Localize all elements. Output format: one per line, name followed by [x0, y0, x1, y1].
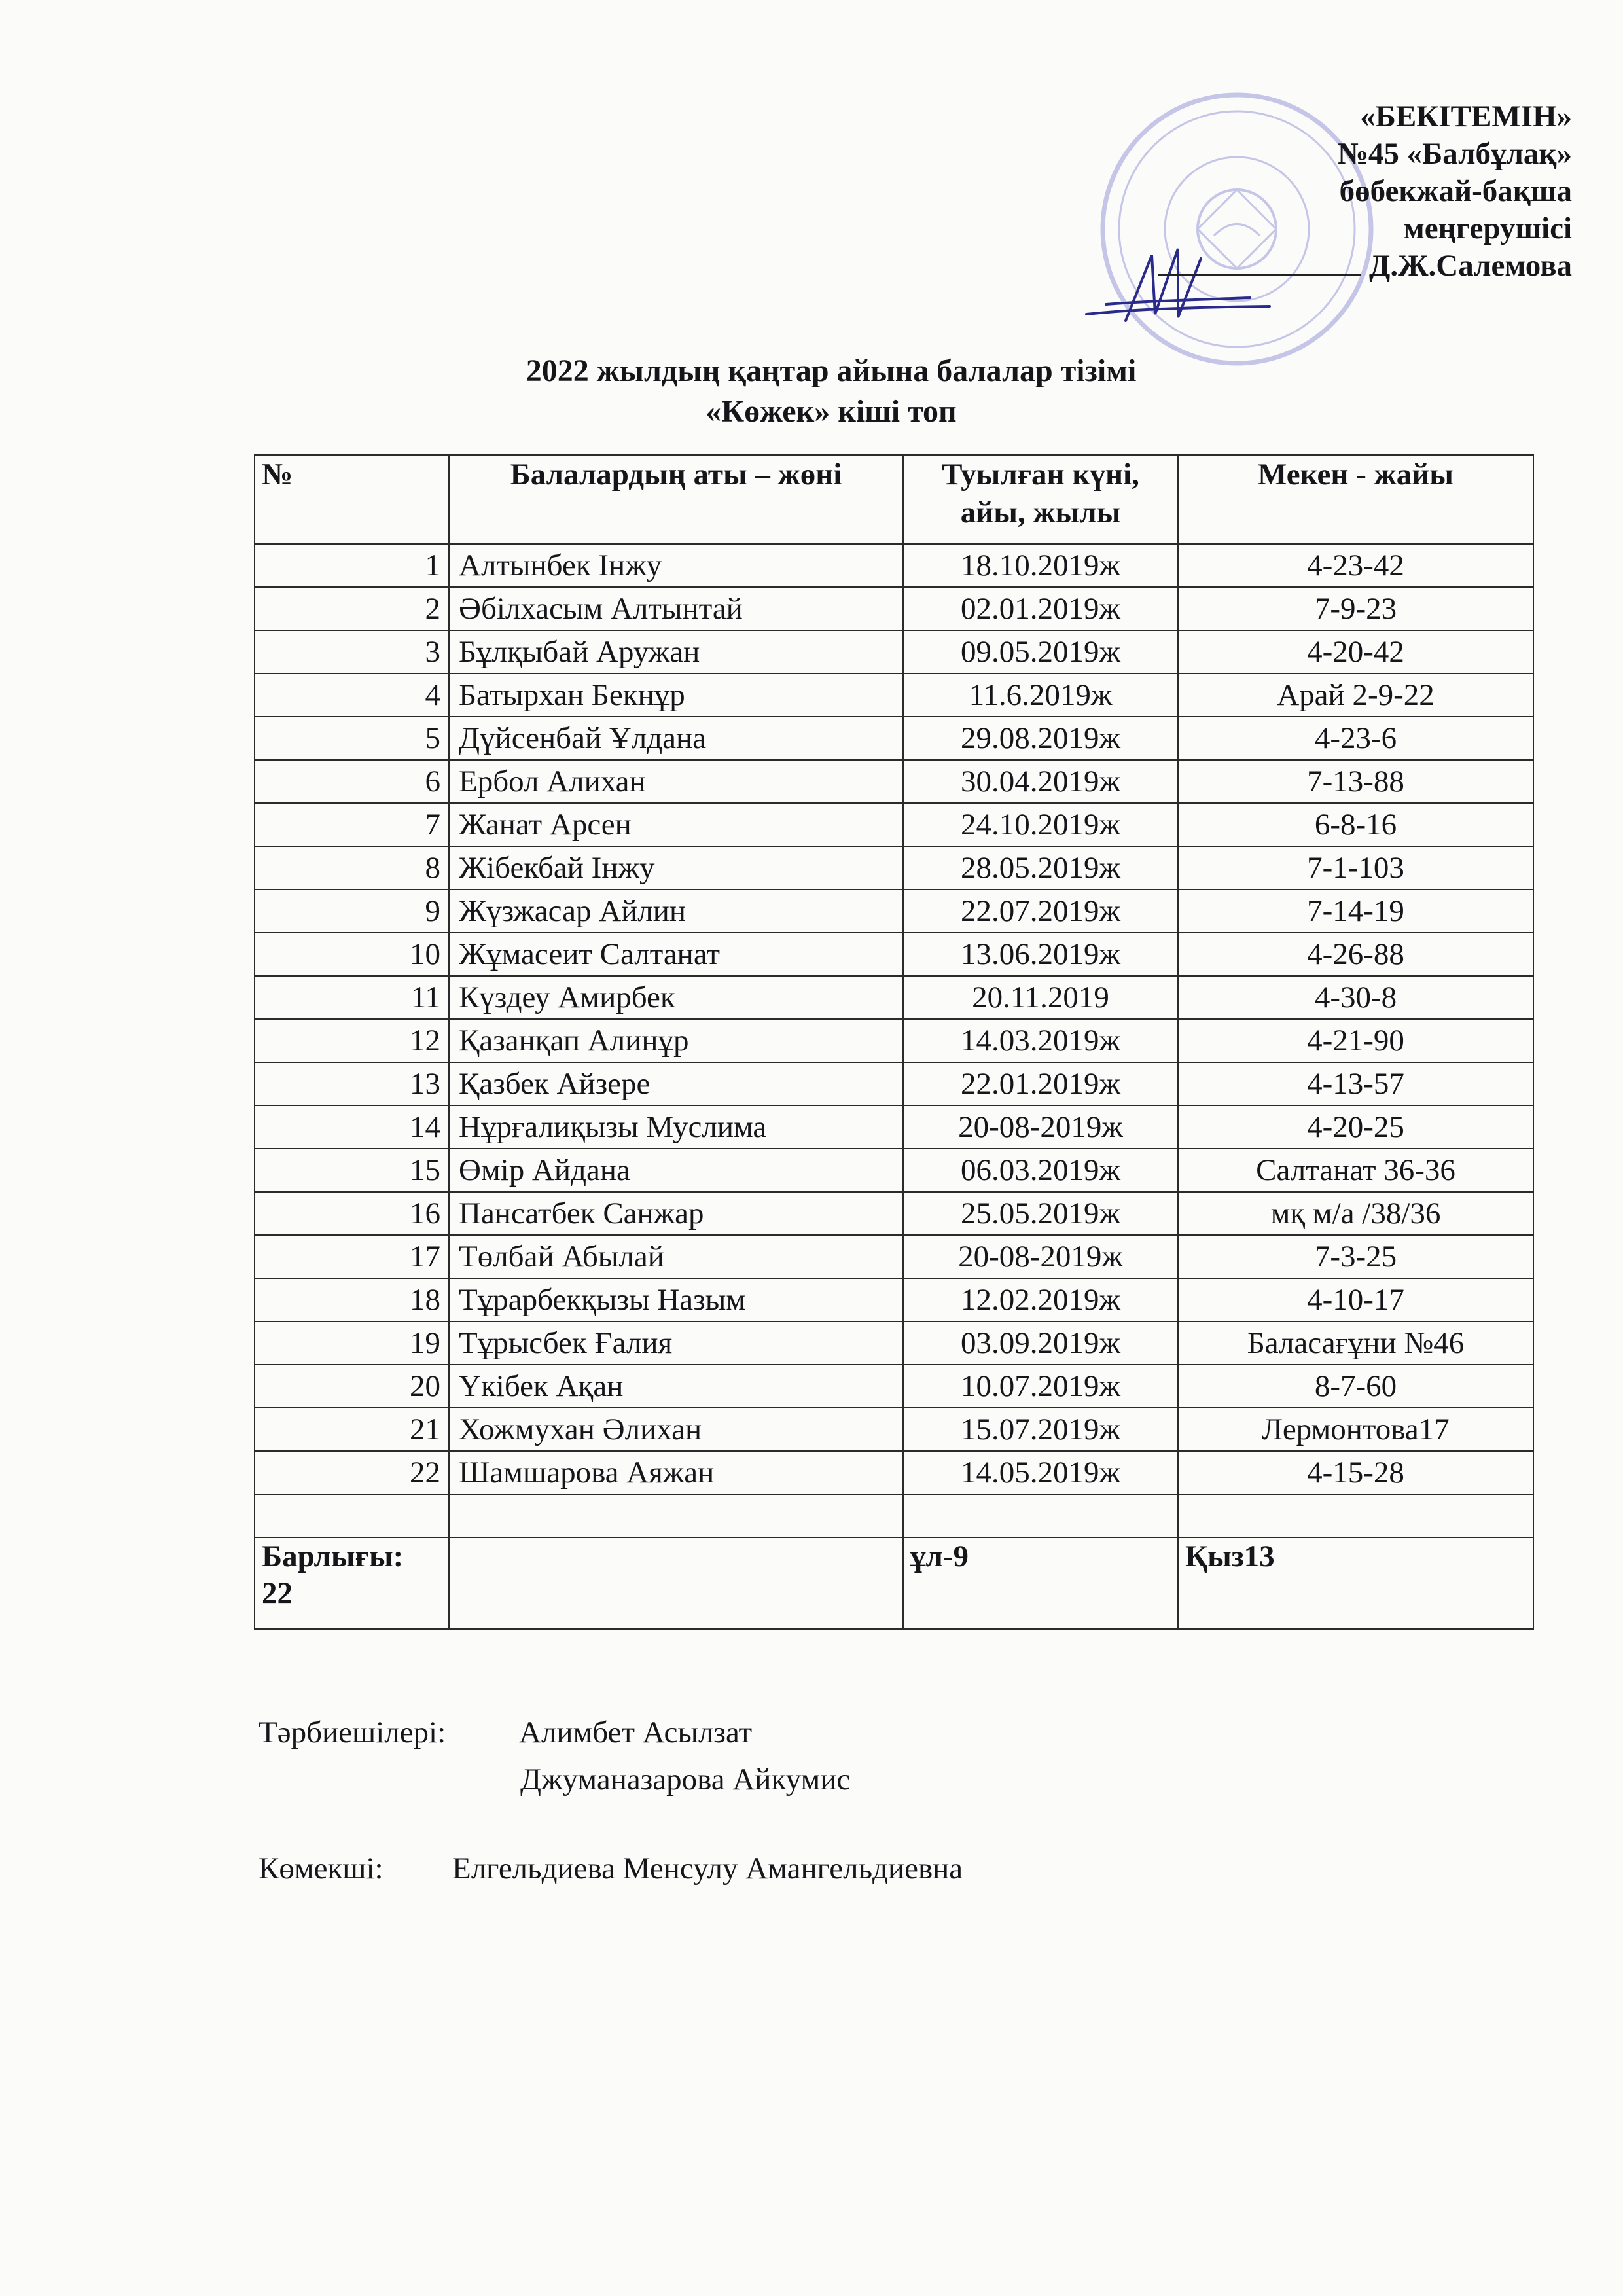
table-row — [255, 760, 1533, 803]
educators-label: Тәрбиешілері: — [259, 1715, 446, 1749]
row-birthdate: 20-08-2019ж — [903, 1105, 1178, 1149]
row-address: Лермонтова17 — [1178, 1408, 1533, 1451]
row-number: 9 — [255, 889, 449, 933]
row-number: 18 — [255, 1278, 449, 1321]
row-address: 4-26-88 — [1178, 933, 1533, 976]
row-child-name: Қазбек Айзере — [449, 1062, 903, 1105]
table-row — [255, 630, 1533, 673]
table-row — [255, 803, 1533, 846]
row-birthdate: 02.01.2019ж — [903, 587, 1178, 630]
row-address: 4-21-90 — [1178, 1019, 1533, 1062]
table-row — [255, 673, 1533, 717]
row-child-name: Хожмухан Әлихан — [449, 1408, 903, 1451]
row-address: 4-20-42 — [1178, 630, 1533, 673]
row-child-name: Тұрарбекқызы Назым — [449, 1278, 903, 1321]
assistant-line — [259, 1850, 963, 1888]
row-number: 13 — [255, 1062, 449, 1105]
approval-org-type: бөбекжай-бақша — [1339, 174, 1572, 208]
children-list-table — [254, 454, 1534, 1630]
table-total-row — [255, 1537, 1533, 1629]
table-row — [255, 717, 1533, 760]
row-number: 22 — [255, 1451, 449, 1494]
table-row — [255, 1149, 1533, 1192]
row-child-name: Әбілхасым Алтынтай — [449, 587, 903, 630]
row-birthdate: 18.10.2019ж — [903, 544, 1178, 587]
total-girls: Қыз13 — [1178, 1537, 1533, 1629]
table-header-row — [255, 455, 1533, 544]
signature-line — [1158, 274, 1361, 276]
approval-position: меңгерушісі — [1403, 211, 1572, 245]
row-birthdate: 14.03.2019ж — [903, 1019, 1178, 1062]
group-name: «Көжек» кіші топ — [705, 394, 957, 429]
row-birthdate: 15.07.2019ж — [903, 1408, 1178, 1451]
approval-heading: «БЕКІТЕМІН» — [1360, 99, 1572, 134]
row-address: 4-23-6 — [1178, 717, 1533, 760]
row-number: 11 — [255, 976, 449, 1019]
row-child-name: Өмір Айдана — [449, 1149, 903, 1192]
row-address: 6-8-16 — [1178, 803, 1533, 846]
table-row — [255, 1062, 1533, 1105]
table-row — [255, 1365, 1533, 1408]
header-number: № — [255, 455, 449, 544]
table-empty-row — [255, 1494, 1533, 1537]
row-number: 20 — [255, 1365, 449, 1408]
header-birthdate: Туылған күні, айы, жылы — [903, 455, 1178, 544]
row-birthdate: 20.11.2019 — [903, 976, 1178, 1019]
row-child-name: Үкібек Ақан — [449, 1365, 903, 1408]
table-row — [255, 1321, 1533, 1365]
table-row — [255, 976, 1533, 1019]
row-birthdate: 22.07.2019ж — [903, 889, 1178, 933]
row-number: 14 — [255, 1105, 449, 1149]
row-number: 17 — [255, 1235, 449, 1278]
row-number: 16 — [255, 1192, 449, 1235]
row-address: Арай 2-9-22 — [1178, 673, 1533, 717]
assistant-name: Елгельдиева Менсулу Амангельдиевна — [452, 1852, 963, 1886]
row-child-name: Жұмасеит Салтанат — [449, 933, 903, 976]
approval-org-number: №45 «Балбұлақ» — [1337, 137, 1572, 171]
row-birthdate: 13.06.2019ж — [903, 933, 1178, 976]
row-birthdate: 09.05.2019ж — [903, 630, 1178, 673]
row-birthdate: 12.02.2019ж — [903, 1278, 1178, 1321]
row-number: 21 — [255, 1408, 449, 1451]
row-address: 7-9-23 — [1178, 587, 1533, 630]
row-child-name: Жүзжасар Айлин — [449, 889, 903, 933]
row-birthdate: 22.01.2019ж — [903, 1062, 1178, 1105]
row-birthdate: 30.04.2019ж — [903, 760, 1178, 803]
table-row — [255, 1408, 1533, 1451]
row-birthdate: 20-08-2019ж — [903, 1235, 1178, 1278]
table-row — [255, 1451, 1533, 1494]
table-row — [255, 933, 1533, 976]
row-child-name: Төлбай Абылай — [449, 1235, 903, 1278]
row-number: 10 — [255, 933, 449, 976]
row-address: 7-1-103 — [1178, 846, 1533, 889]
row-address: 4-10-17 — [1178, 1278, 1533, 1321]
row-birthdate: 25.05.2019ж — [903, 1192, 1178, 1235]
row-number: 6 — [255, 760, 449, 803]
row-number: 15 — [255, 1149, 449, 1192]
row-address: мқ м/а /38/36 — [1178, 1192, 1533, 1235]
approval-signatory-name: Д.Ж.Салемова — [1369, 249, 1572, 283]
row-child-name: Ербол Алихан — [449, 760, 903, 803]
table-row — [255, 1235, 1533, 1278]
table-row — [255, 1278, 1533, 1321]
row-address: 4-20-25 — [1178, 1105, 1533, 1149]
row-child-name: Бұлқыбай Аружан — [449, 630, 903, 673]
row-birthdate: 03.09.2019ж — [903, 1321, 1178, 1365]
row-address: Салтанат 36-36 — [1178, 1149, 1533, 1192]
row-number: 1 — [255, 544, 449, 587]
row-address: 7-14-19 — [1178, 889, 1533, 933]
row-number: 3 — [255, 630, 449, 673]
table-body — [255, 544, 1533, 1494]
table-row — [255, 846, 1533, 889]
table-row — [255, 1019, 1533, 1062]
row-birthdate: 06.03.2019ж — [903, 1149, 1178, 1192]
document-title: 2022 жылдың қаңтар айына балалар тізімі — [526, 353, 1137, 388]
approval-block — [1158, 98, 1572, 285]
educator-2: Джуманазарова Айкумис — [520, 1763, 851, 1797]
header-name: Балалардың аты – жөні — [449, 455, 903, 544]
row-address: 4-23-42 — [1178, 544, 1533, 587]
row-child-name: Жібекбай Інжу — [449, 846, 903, 889]
table-row — [255, 1192, 1533, 1235]
table-row — [255, 889, 1533, 933]
row-number: 2 — [255, 587, 449, 630]
row-address: 7-13-88 — [1178, 760, 1533, 803]
row-address: 7-3-25 — [1178, 1235, 1533, 1278]
row-number: 7 — [255, 803, 449, 846]
row-birthdate: 14.05.2019ж — [903, 1451, 1178, 1494]
row-child-name: Нұрғалиқызы Муслима — [449, 1105, 903, 1149]
row-child-name: Пансатбек Санжар — [449, 1192, 903, 1235]
row-birthdate: 24.10.2019ж — [903, 803, 1178, 846]
assistant-label: Көмекші: — [259, 1852, 383, 1886]
row-number: 8 — [255, 846, 449, 889]
row-birthdate: 11.6.2019ж — [903, 673, 1178, 717]
approval-signatory — [1158, 247, 1572, 285]
row-address: Баласағұни №46 — [1178, 1321, 1533, 1365]
row-child-name: Шамшарова Аяжан — [449, 1451, 903, 1494]
row-child-name: Күздеу Амирбек — [449, 976, 903, 1019]
row-address: 4-13-57 — [1178, 1062, 1533, 1105]
row-birthdate: 28.05.2019ж — [903, 846, 1178, 889]
row-address: 4-30-8 — [1178, 976, 1533, 1019]
row-child-name: Тұрысбек Ғалия — [449, 1321, 903, 1365]
table-row — [255, 587, 1533, 630]
row-number: 4 — [255, 673, 449, 717]
row-number: 12 — [255, 1019, 449, 1062]
row-child-name: Қазанқап Алинұр — [449, 1019, 903, 1062]
row-child-name: Батырхан Бекнұр — [449, 673, 903, 717]
row-number: 5 — [255, 717, 449, 760]
row-child-name: Дүйсенбай Ұлдана — [449, 717, 903, 760]
row-child-name: Жанат Арсен — [449, 803, 903, 846]
header-address: Мекен - жайы — [1178, 455, 1533, 544]
table-row — [255, 544, 1533, 587]
total-label: Барлығы: 22 — [255, 1537, 449, 1629]
row-address: 8-7-60 — [1178, 1365, 1533, 1408]
total-boys: ұл-9 — [903, 1537, 1178, 1629]
row-number: 19 — [255, 1321, 449, 1365]
row-address: 4-15-28 — [1178, 1451, 1533, 1494]
educator-1: Алимбет Асылзат — [519, 1715, 753, 1749]
educators-line — [259, 1713, 752, 1751]
table-row — [255, 1105, 1533, 1149]
row-birthdate: 10.07.2019ж — [903, 1365, 1178, 1408]
row-birthdate: 29.08.2019ж — [903, 717, 1178, 760]
row-child-name: Алтынбек Інжу — [449, 544, 903, 587]
